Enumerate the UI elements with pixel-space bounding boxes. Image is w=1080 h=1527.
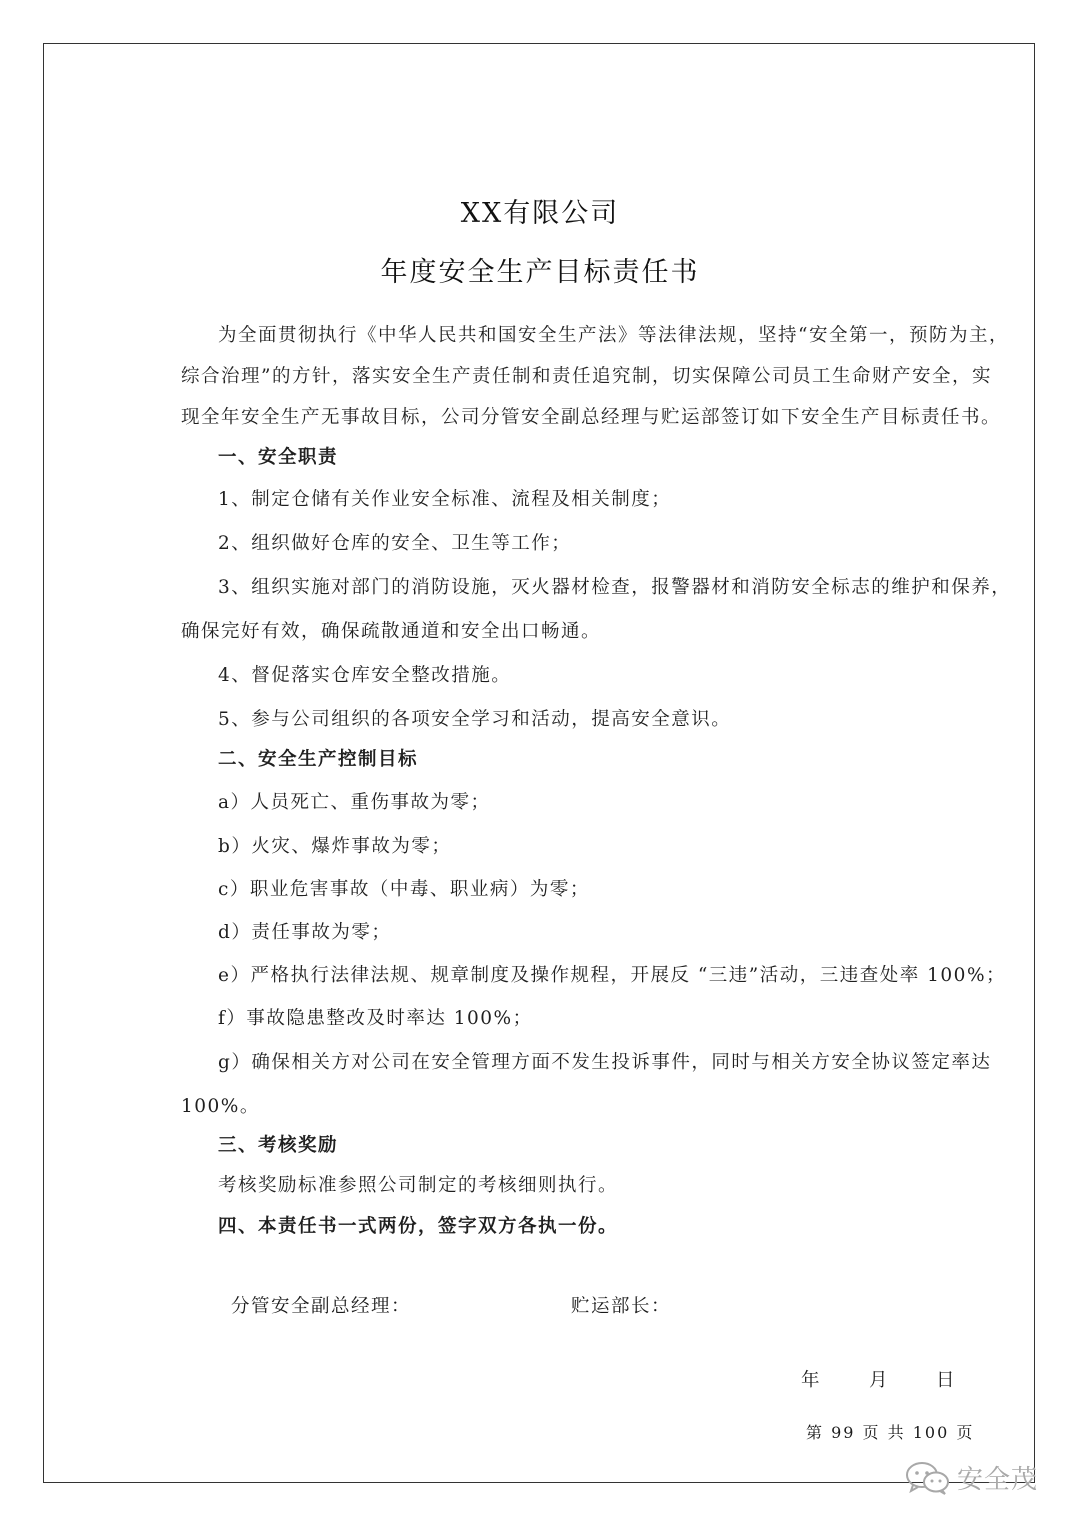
signature-label-deputy-gm: 分管安全副总经理： [231,1296,412,1317]
duty-item: 5、参与公司组织的各项安全学习和活动，提高安全意识。 [218,709,732,730]
document-title: 年度安全生产目标责任书 [380,257,700,288]
watermark-text: 安全茂 [957,1465,1039,1495]
duty-item-continued: 确保完好有效，确保疏散通道和安全出口畅通。 [181,621,602,642]
intro-line-3: 现全年安全生产无事故目标，公司分管安全副总经理与贮运部签订如下安全生产目标责任书。 [181,407,1002,428]
target-item: g）确保相关方对公司在安全管理方面不发生投诉事件，同时与相关方安全协议签定率达 [218,1052,992,1073]
target-item: e）严格执行法律法规、规章制度及操作规程，开展反 “三违”活动，三违查处率 100%； [218,965,1007,986]
target-item: d）责任事故为零； [218,922,392,943]
duty-item: 2、组织做好仓库的安全、卫生等工作； [218,533,572,554]
wechat-icon [905,1460,951,1496]
section-heading-duties: 一、安全职责 [218,447,339,468]
section-heading-copies: 四、本责任书一式两份，签字双方各执一份。 [218,1216,619,1237]
document-title-company: XX有限公司 [460,198,620,229]
target-item: b）火灾、爆炸事故为零； [218,836,452,857]
assessment-text: 考核奖励标准参照公司制定的考核细则执行。 [218,1175,619,1196]
duty-item: 4、督促落实仓库安全整改措施。 [218,665,512,686]
watermark [905,1459,1038,1496]
page-number: 第 99 页 共 100 页 [806,1423,975,1442]
duty-item: 1、制定仓储有关作业安全标准、流程及相关制度； [218,489,672,510]
section-heading-targets: 二、安全生产控制目标 [218,749,419,770]
date-day: 日 [936,1370,955,1391]
section-heading-assessment: 三、考核奖励 [218,1135,339,1156]
target-item: a）人员死亡、重伤事故为零； [218,792,491,813]
target-item: c）职业危害事故（中毒、职业病）为零； [218,879,590,900]
intro-line-1: 为全面贯彻执行《中华人民共和国安全生产法》等法律法规，坚持“安全第一，预防为主， [218,325,1009,346]
target-item: f）事故隐患整改及时率达 100%； [218,1008,533,1029]
duty-item: 3、组织实施对部门的消防设施，灭火器材检查，报警器材和消防安全标志的维护和保养， [218,577,1012,598]
target-item-continued: 100%。 [181,1096,260,1117]
date-month: 月 [869,1370,888,1391]
date-year: 年 [801,1370,820,1391]
intro-line-2: 综合治理”的方针，落实安全生产责任制和责任追究制，切实保障公司员工生命财产安全，实 [181,366,992,387]
signature-label-storage-head: 贮运部长： [571,1296,672,1317]
